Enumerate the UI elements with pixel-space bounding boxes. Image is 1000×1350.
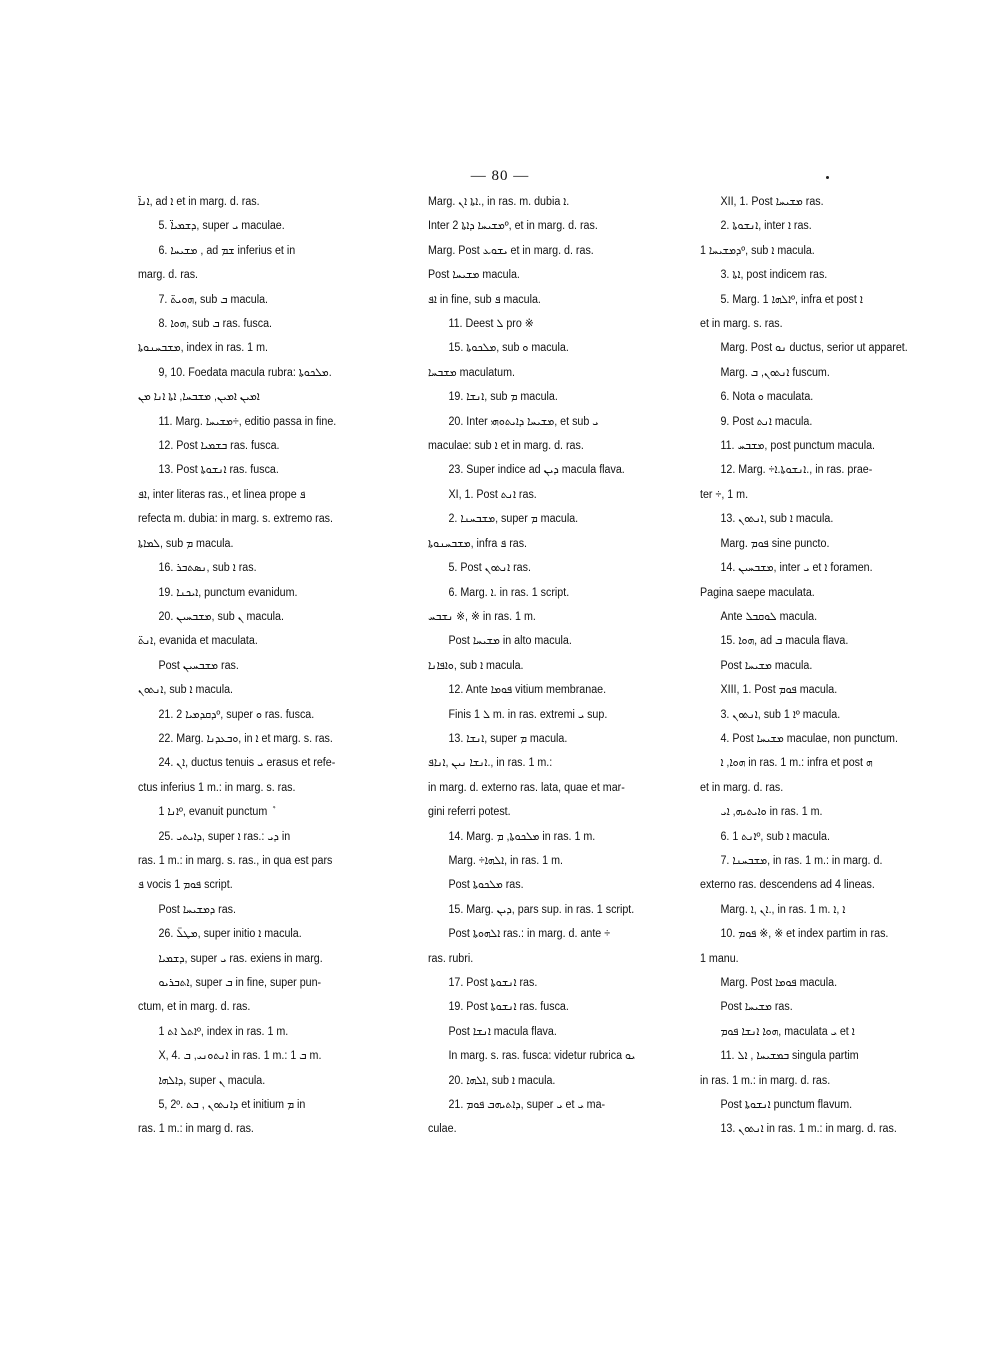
apparatus-line: 15. ܗܘܐ, ad ܒ macula flava. [720,635,849,648]
apparatus-line: 8. ܗܘܐ, sub ܒ ras. fusca. [158,318,273,331]
apparatus-line: et in marg. d. ras. [700,781,784,794]
apparatus-line: ܗܘܐ ܐܢܫܐ ܦܘܡ, maculata ܝ et ܐ [720,1025,855,1038]
apparatus-line: 4. Post ܡܫܝܚܐ maculae, non punctum. [720,732,898,745]
apparatus-line: X, 4. ܐܢܬܘܢܝ, ܒ in ras. 1 m.: ܒ 1 m. [158,1050,322,1063]
apparatus-line: Post ܕܡܫܝܚܐ ras. [158,903,236,916]
apparatus-line: 6. Nota ܘ maculata. [720,391,814,404]
apparatus-line: 12. Ante ܦܘܡܐ vitium membranae. [448,684,607,697]
apparatus-line: ܐܢܐ 1º, evanuit punctum ܶ [158,806,271,819]
apparatus-line: 11. ܡܫܒܚ, post punctum macula. [720,440,876,453]
apparatus-line: ras. rubri. [428,952,474,965]
apparatus-line: ܡܫܒܚܢܘܬܐ, infra ܦ ras. [428,537,528,550]
apparatus-line: 14. Marg. ܡܠܟܘܬܐ, ܡ in ras. 1 m. [448,830,596,843]
apparatus-line: Inter ܡܫܝܚܐ ܕܐܬܐ 2º, et in marg. d. ras. [428,220,598,233]
apparatus-line: 5. ܕܫܡܝܐ̈, super ܝ maculae. [158,220,285,233]
apparatus-line: 13. ܐܢܬܘܢ, sub ܐ macula. [720,513,834,526]
apparatus-line: 2. ܡܫܒܚܢܐ, super ܡ macula. [448,513,579,526]
apparatus-line: 25. ܕܐܝܬܝ, super ܐ ras.: ܕܝ in [158,830,291,843]
apparatus-line: 5. Post ܐܢܬܘܢ ras. [448,562,531,575]
apparatus-line: 5. Marg. ܐܠܗܐ 1º, infra et post ܐ [720,293,863,306]
apparatus-line: in ras. 1 m.: in marg. d. ras. [700,1074,831,1087]
apparatus-line: ܗܘܐ, ܐ in ras. 1 m.: infra et post ܗ [720,757,873,770]
apparatus-line: 10. ܦܘܡ ※, ※ et index partim in ras. [720,928,889,941]
apparatus-line: 15. Marg. ܕܝܢ, pars sup. in ras. 1 script. [448,903,635,916]
ink-dot [826,176,829,179]
apparatus-line: ܡܫܒܚܢܘܬܐ, index in ras. 1 m. [138,342,268,355]
apparatus-line: Marg. ܐܬܐ ܐܢ., in ras. m. dubia ܐ. [428,196,570,208]
apparatus-line: 15. ܡܠܟܘܬܐ, sub ܘ macula. [448,342,569,355]
apparatus-line: Post ܡܫܝܚܐ in alto macula. [448,635,572,648]
apparatus-line: ܐܢܐ̈, ad ܐ et in marg. d. ras. [138,196,260,208]
apparatus-line: ctus inferius 1 m.: in marg. s. ras. [138,781,296,794]
apparatus-line: ܕܫܡܝܐ, super ܝ ras. exiens in marg. [158,952,323,965]
apparatus-line: Ante ܠܘܩܒܠ macula. [720,610,818,623]
apparatus-line: 17. Post ܐܢܫܘܬܐ ras. [448,977,538,989]
apparatus-line: ܐܬܒܪܝܘ, super ܒ in fine, super pun- [158,977,322,989]
apparatus-line: Marg. ܐܢ ,ܐ., in ras. 1 m. ܐ ,ܐ [720,903,846,916]
apparatus-line: Post ܐܠܗܘܬܐ ras.: in marg. d. ante ÷ [448,928,611,941]
apparatus-line: ܕܐܠܗܐ, super ܢ macula. [158,1074,266,1087]
apparatus-line: Post ܡܫܒܚܝܢ ras. [158,659,239,672]
apparatus-line: refecta m. dubia: in marg. s. extremo ras. [138,513,333,526]
apparatus-line: XIII, 1. Post ܦܘܡ macula. [720,684,838,697]
apparatus-line: Marg. Post ܝܫܘܥ et in marg. d. ras. [428,244,594,257]
apparatus-line: Marg. Post ܦܘܡܐ macula. [720,977,838,989]
column-1 [138,190,400,1142]
apparatus-line: 3. ܐܢܬܘܢ, sub ܐ 1º macula. [720,708,841,721]
apparatus-line: 19. Post ܐܢܫܘܬܐ ras. fusca. [448,1001,569,1014]
apparatus-line: ܕܡܫܝܚܐ 1º, sub ܐ macula. [700,244,815,257]
apparatus-line: 16. ܢܣܬܒܪ, sub ܐ ras. [158,562,257,575]
apparatus-line: Post ܡܫܝܚܐ macula. [428,269,520,282]
apparatus-line: maculae: sub ܐ et in marg. d. ras. [428,440,584,453]
apparatus-line: Post ܡܫܝܚܐ ras. [720,1001,793,1014]
apparatus-line: 11. Deest ܠ pro ※ [448,318,534,331]
apparatus-line: ܢܫܒܚ ※, ※ in ras. 1 m. [428,610,536,623]
apparatus-line: 19. ܐܢܫܐ, sub ܡ macula. [448,391,558,404]
apparatus-line: ܦ vocis ܦܘܡ 1 script. [138,879,233,892]
apparatus-line: 9, 10. Foedata macula rubra: ܡܠܟܘܬܐ. [158,366,332,379]
apparatus-line: Post ܐܢܫܐ macula flava. [448,1025,557,1038]
apparatus-line: 12. Post ܒܫܡܝܐ ras. fusca. [158,440,280,453]
apparatus-line: 11. ܒܡܫܝܚܐ , ܐܠ singula partim [720,1050,859,1063]
apparatus-line: 3. ܐܬܐ, post indicem ras. [720,269,828,282]
apparatus-line: Marg. Post ܢܘ ductus, serior ut apparet. [720,342,908,355]
apparatus-line: 14. ܡܫܒܚܝܢ, inter ܝ et ܐ foramen. [720,562,873,575]
apparatus-line: ܐܢܫܐ ܢܝܢ ,ܐܢܐܦ., in ras. 1 m.: [428,757,553,770]
apparatus-line: 1 manu. [700,952,739,965]
apparatus-line: 13. ܐܢܫܐ, super ܡ macula. [448,732,568,745]
apparatus-line: ܐܢܬܘܢ, sub ܐ macula. [138,684,233,697]
apparatus-line: 26. ܡܛܠ̈, super initio ܐ macula. [158,928,302,941]
column-2 [428,190,687,1142]
apparatus-line: ܘܐܝܬܝܗ, ܐܝ in ras. 1 m. [720,806,823,819]
apparatus-line: in marg. d. externo ras. lata, quae et mar- [428,781,625,794]
apparatus-line: ܐܢܬ̈, evanida et maculata. [138,635,258,648]
apparatus-line: 6. ܡܫܝܚܐ , ad ܫܡ inferius et in [158,244,296,257]
apparatus-line: et in marg. s. ras. [700,318,783,331]
apparatus-line: ܐܦ, inter literas ras., et linea prope ܦ [138,488,306,501]
apparatus-line: 7. ܡܫܒܚܢܐ, in ras. 1 m.: in marg. d. [720,854,883,867]
apparatus-line: ܐܦ in fine, sub ܦ macula. [428,293,541,306]
apparatus-line: culae. [428,1123,457,1136]
apparatus-line: 9. Post ܐܢܬ macula. [720,415,813,428]
apparatus-line: In marg. s. ras. fusca: videtur rubrica ܝܘ [448,1050,636,1063]
apparatus-line: ctum, et in marg. d. ras. [138,1001,251,1014]
apparatus-line: 5, 2º. ܕܐܢܬܘܢ , ܒܬ et initium ܡ in [158,1099,306,1112]
apparatus-line: Post ܐܢܫܘܬܐ punctum flavum. [720,1099,853,1112]
apparatus-line: 21. ܕܐܬܝܗܒ ܦܘܡ, super ܝ et ܝ ma- [448,1099,606,1112]
apparatus-line: 13. ܐܢܬܘܢ in ras. 1 m.: in marg. d. ras. [720,1123,897,1136]
apparatus-line: 12. Marg. ÷ܐܢܫܘܬܐ.ܐ., in ras. prae- [720,464,873,477]
apparatus-line: 20. ܐܠܗܐ, sub ܐ macula. [448,1074,556,1087]
apparatus-line: Finis ܠ 1 m. in ras. extremi ܝ sup. [448,708,608,721]
apparatus-line: Marg. ÷ܐܠܗܐ, in ras. 1 m. [448,854,563,867]
apparatus-line: gini referri potest. [428,806,511,819]
apparatus-line: ras. 1 m.: in marg d. ras. [138,1123,254,1136]
apparatus-line: Marg. ܐܢܬܘܢ, ܒ fuscum. [720,366,830,379]
apparatus-line: 19. ܐܝܟܢܐ, punctum evanidum. [158,586,298,599]
apparatus-line: ܘܐܦܐܢܐ, sub ܐ macula. [428,659,524,672]
apparatus-line: Post ܡܠܟܘܬܐ ras. [448,879,524,892]
apparatus-line: ܡܫܒܚܐ maculatum. [428,366,515,379]
apparatus-line: 11. Marg. ܡܫܝܚܐ÷, editio passa in fine. [158,415,337,428]
apparatus-line: XI, 1. Post ܐܢܬ ras. [448,488,537,501]
apparatus-line: ܐܡܝܢ ܐܡܝܢ, ܡܫܒܚܐ, ܐܬܐ ܐܢܐ ܡܢ [138,391,260,404]
apparatus-line: ras. 1 m.: in marg. s. ras., in qua est pars [138,854,333,867]
apparatus-line: Pagina saepe maculata. [700,586,815,599]
apparatus-line: ter ÷, 1 m. [700,488,749,501]
apparatus-line: 6. Marg. ܐ. in ras. 1 script. [448,586,570,599]
apparatus-line: 2. ܐܢܫܘܬܐ, inter ܐ ras. [720,220,812,233]
page-number: — 80 — [470,168,530,184]
column-3 [700,190,953,1142]
apparatus-line: ܠܡܐܬܐ, sub ܡ macula. [138,537,234,550]
apparatus-line: 7. ܗܘܝܬ̈, sub ܒ macula. [158,293,268,306]
apparatus-line: ܐܬܠ ܐܬ 1º, index in ras. 1 m. [158,1025,289,1038]
apparatus-line: 13. Post ܐܢܫܘܬܐ ras. fusca. [158,464,279,477]
apparatus-line: Post ܡܫܝܚܐ macula. [720,659,813,672]
apparatus-line: 23. Super indice ad ܕܝܢ macula flava. [448,464,625,477]
apparatus-line: 6. ܐܢܬ 1º, sub ܐ macula. [720,830,830,843]
apparatus-line: externo ras. descendens ad 4 lineas. [700,879,875,892]
apparatus-line: XII, 1. Post ܡܫܝܚܐ ras. [720,196,824,208]
apparatus-line: Marg. ܦܘܡ sine puncto. [720,537,830,550]
apparatus-line: 24. ܐܢ, ductus tenuis ܝ erasus et refe- [158,757,336,770]
apparatus-line: marg. d. ras. [138,269,199,282]
apparatus-line: 21. ܕܩܕܡܝܐ 2º, super ܘ ras. fusca. [158,708,315,721]
apparatus-line: 20. Inter ܡܫܝܚܐ ܕܐܝܬܘܗܝ, et sub ܝ [448,415,599,428]
apparatus-line: 22. Marg. ܘܒܥܕܢܐ, in ܐ et marg. s. ras. [158,732,333,745]
apparatus-line: 20. ܡܫܒܚܝܢ, sub ܢ macula. [158,610,284,623]
